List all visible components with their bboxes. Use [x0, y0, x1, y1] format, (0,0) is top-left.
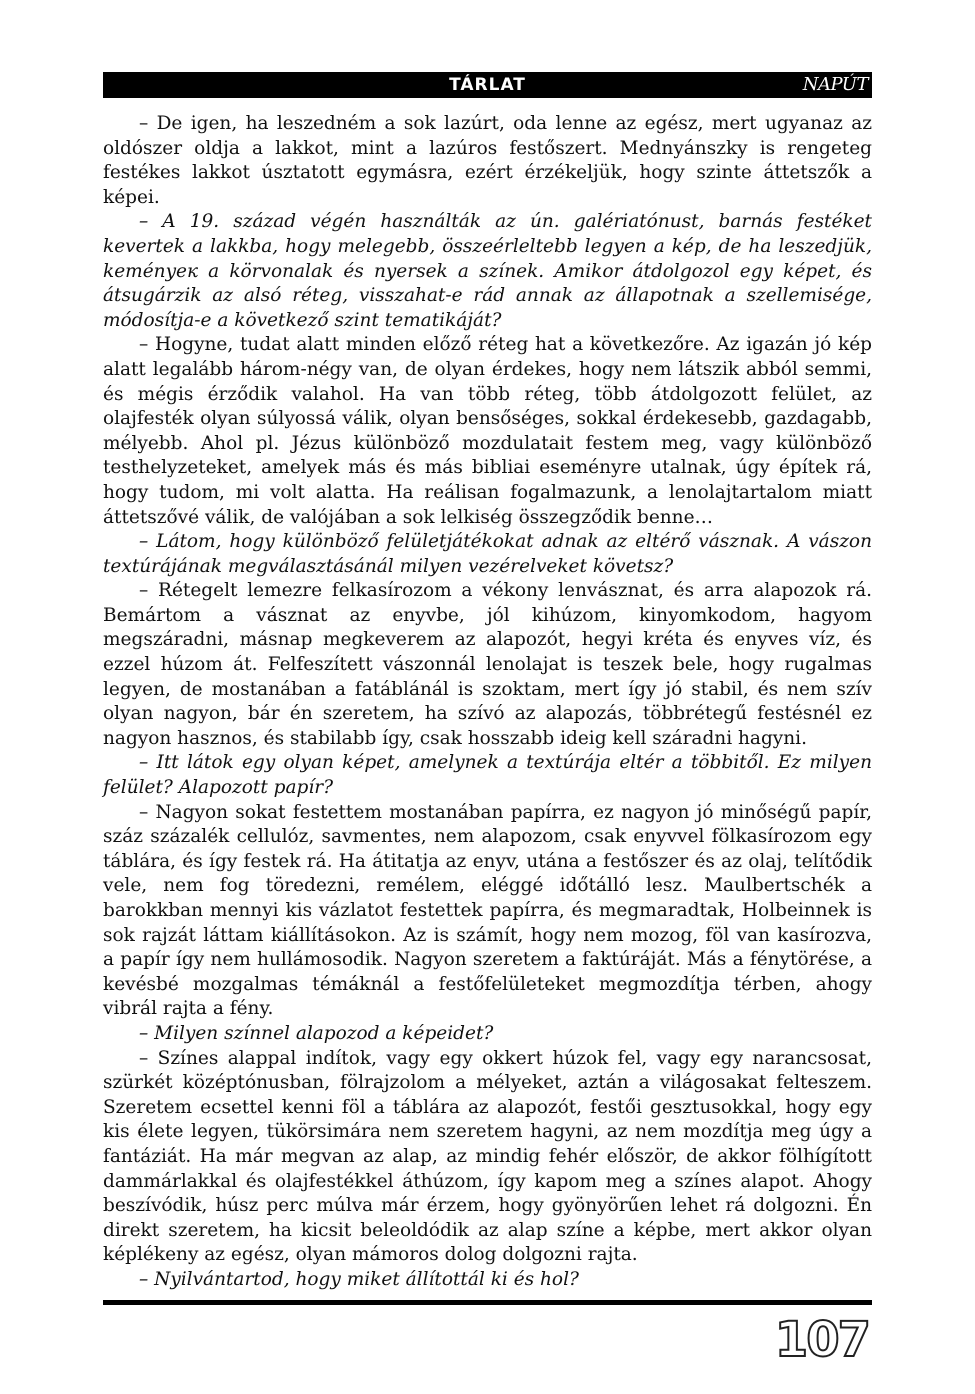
- question-paragraph: – A 19. század végén használták az ún. galériatónust, barnás festéket kevertek a lakkba, hogy melegebb, összeérleltebb legyen a kép, de ha leszedjük, keményeк a körvonalak és nyersek a színek. Amikor átdolgozol egy képet, és átsugárzik az alsó réteg, visszahat-e rád annak az állapotnak a szellemisége, módosítja-e a következő szint tematikáját?: [103, 211, 872, 331]
- page-number: 107: [774, 1312, 869, 1368]
- answer-paragraph: – Színes alappal indítok, vagy egy okkert húzok fel, vagy egy narancsosat, szürkét középtónusban, fölrajzolom a mélyeket, aztán a világosakat felteszem. Szeretem ecsettel kenni föl a táblára az alapozót, festői gesztusokkal, hogy egy kis élete legyen, tükörsimára nem szeretem hagyni, az nem mozdítja meg úgy a fantáziát. Ha már megvan az alap, az mindig fehér először, de akkor fölhígított dammárlakkal és olajfestékkel áthúzom, így kapom meg a színes alapot. Ahogy beszívódik, húsz perc múlva már érzem, hogy gyönyörűen lehet rá dolgozni. Én direkt szeretem, ha kicsit beleoldódik az alap színe a képbe, mert akkor olyan képlékeny az egész, olyan mámoros dolog dolgozni rajta.: [103, 1047, 872, 1266]
- question-paragraph: – Milyen színnel alapozod a képeidet?: [139, 1022, 494, 1044]
- section-title: TÁRLAT: [449, 75, 526, 95]
- answer-paragraph: – Hogyne, tudat alatt minden előző réteg hat a következőre. Az igazán jó kép alatt legalább három-négy van, de olyan érdekes, hogy nem látszik abból semmi, és mégis érződik valahol. Ha van több réteg, több átdolgozott felület, az olajfesték olyan súlyossá válik, olyan bensőséges, sokkal érdekesebb, gazdagabb, mélyebb. Ahol pl. Jézus különböző mozdulatait festem meg, vagy különböző testhelyzeteket, amelyek más és más bibliai eseményre utalnak, úgy építek rá, hogy tudom, mi volt alatta. Ha reálisan fogalmazunk, a lenolajtartalom miatt áttetszővé válik, de valójában a sok lelkiség összegződik benne…: [103, 334, 872, 528]
- answer-paragraph: – De igen, ha leszedném a sok lazúrt, oda lenne az egész, mert ugyanaz az oldószer oldja a lakkot, mint a lazúros festőszert. Mednyánszky is rengeteg festékes lakkot úsztatott egymásra, ezért érzékeljük, hogy szinte áttetszők a képei.: [103, 113, 872, 208]
- article-body: [103, 112, 872, 1293]
- answer-paragraph: – Nagyon sokat festettem mostanában papírra, ez nagyon jó minőségű papír, száz százalék cellulóz, savmentes, nem alapozom, csak enyvvel fölkasírozom egy táblára, és így festek rá. Ha átitatja az enyv, utána a festőszer és az olaj, telítődik vele, nem fog töredezni, remélem, eléggé időtálló lesz. Maulbertschék a barokkban mennyi kis vázlatot festettek papírra, és megmaradtak, Holbeinnek is sok rajzát láttam kiállításokon. Az is számít, hogy nem mozog, föl van kasírozva, a papír így nem hullámosodik. Nagyon szeretem a faktúráját. Más a fénytörése, a kevésbé mozgalmas témáknál a festőfelületeket megmozdítja térben, ahogy vibrál rajta a fény.: [103, 801, 872, 1020]
- brand-logo: NAPÚT: [802, 74, 868, 95]
- footer-rule: [103, 1300, 872, 1305]
- question-paragraph: – Látom, hogy különböző felületjátékokat adnak az eltérő vásznak. A vászon textúrájának megválasztásánál milyen vezérelveket követsz?: [103, 531, 872, 577]
- answer-paragraph: – Rétegelt lemezre felkasírozom a vékony lenvásznat, és arra alapozok rá. Bemártom a vásznat az enyvbe, jól kihúzom, kinyomkodom, hagyom megszáradni, másnap megkeverem az alapozót, hegyi kréta és enyves víz, és ezzel húzom át. Felfeszített vászonnál lenolajat is teszek bele, hogy rugalmas legyen, de mostanában a fatáblánál is szoktam, mert így jó stabil, és nem szív olyan nagyon, bár én szeretem, ha szívó az alapozás, többrétegű festésnél ez nagyon hasznos, és stabilabb így, csak hosszabb ideig kell száradni hagyni.: [103, 580, 872, 749]
- question-paragraph: – Nyilvántartod, hogy miket állítottál ki és hol?: [139, 1268, 579, 1290]
- section-header-bar: [103, 72, 872, 98]
- question-paragraph: – Itt látok egy olyan képet, amelynek a textúrája eltér a többitől. Ez milyen felület? Alapozott papír?: [103, 752, 872, 799]
